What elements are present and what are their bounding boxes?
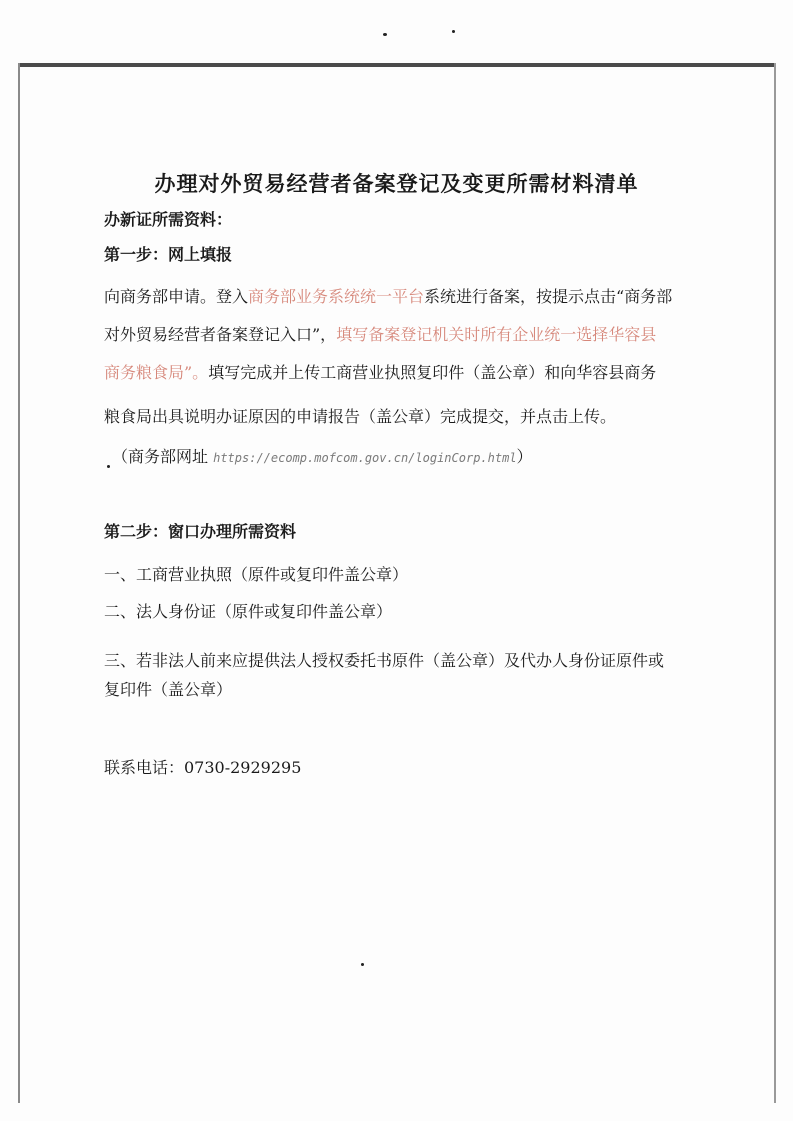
scan-speck xyxy=(452,30,455,33)
website-line xyxy=(112,444,533,467)
document-title: 办理对外贸易经营者备案登记及变更所需材料清单 xyxy=(154,171,639,196)
step1-line1-pre: 向商务部申请。登入 xyxy=(104,287,249,306)
step2-heading: 第二步：窗口办理所需资料 xyxy=(104,522,297,541)
platform-name: 商务部业务系统统一平台 xyxy=(248,287,425,306)
right-border-line xyxy=(774,63,776,1103)
step1-line2 xyxy=(104,322,656,345)
scan-speck xyxy=(107,465,110,468)
left-border-line xyxy=(18,63,20,1103)
step1-line3-red: 商务粮食局”。 xyxy=(104,363,209,382)
step1-line2-pre: 对外贸易经营者备案登记入口”， xyxy=(104,325,337,344)
top-border-line xyxy=(18,63,776,67)
step2-item1: 一、工商营业执照（原件或复印件盖公章） xyxy=(104,565,409,584)
step2-item3-line1: 三、若非法人前来应提供法人授权委托书原件（盖公章）及代办人身份证原件或 xyxy=(104,651,665,670)
website-close: ） xyxy=(516,447,533,466)
step1-heading: 第一步：网上填报 xyxy=(104,245,233,264)
website-url: https://ecomp.mofcom.gov.cn/loginCorp.html xyxy=(213,451,517,465)
step1-line2-red: 填写备案登记机关时所有企业统一选择华容县 xyxy=(336,325,657,344)
section-new-heading: 办新证所需资料： xyxy=(104,210,233,229)
step1-line1 xyxy=(104,284,672,307)
step2-item3-line2: 复印件（盖公章） xyxy=(104,680,233,699)
scan-speck xyxy=(361,963,364,966)
contact-phone: 联系电话：0730-2929295 xyxy=(104,758,302,777)
step1-line3-post: 填写完成并上传工商营业执照复印件（盖公章）和向华容县商务 xyxy=(208,363,657,382)
step1-line3 xyxy=(104,360,656,383)
step2-item2: 二、法人身份证（原件或复印件盖公章） xyxy=(104,602,393,621)
scan-speck xyxy=(383,33,387,36)
website-label: （商务部网址 xyxy=(112,447,209,466)
step1-line1-post: 系统进行备案，按提示点击“商务部 xyxy=(424,287,673,306)
step1-line4: 粮食局出具说明办证原因的申请报告（盖公章）完成提交，并点击上传。 xyxy=(104,407,617,426)
